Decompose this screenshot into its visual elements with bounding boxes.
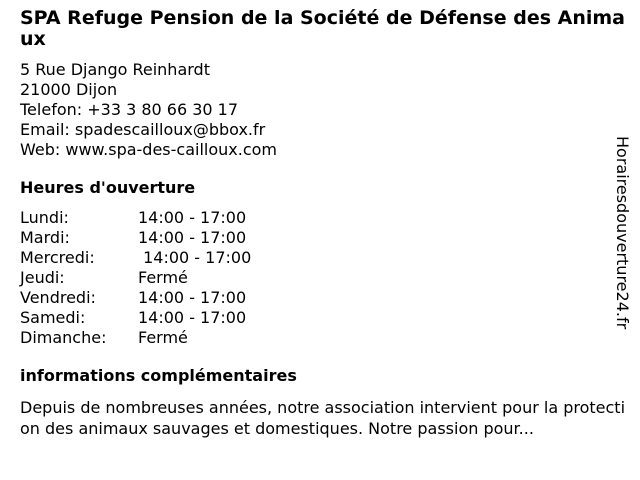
hours-row-monday <box>20 208 626 228</box>
day-label: Jeudi: <box>20 268 65 287</box>
site-watermark: Horairesdouverture24.fr <box>613 136 632 330</box>
hours-row-saturday <box>20 308 626 328</box>
email-line: Email: spadescailloux@bbox.fr <box>20 120 266 139</box>
day-label: Samedi: <box>20 308 86 327</box>
phone-line: Telefon: +33 3 80 66 30 17 <box>20 100 239 119</box>
time-value: Fermé <box>138 328 188 347</box>
time-value: 14:00 - 17:00 <box>138 208 247 227</box>
day-label: Mardi: <box>20 228 70 247</box>
hours-row-friday <box>20 288 626 308</box>
day-label: Vendredi: <box>20 288 96 307</box>
info-heading: informations complémentaires <box>20 366 297 385</box>
time-value: Fermé <box>138 268 188 287</box>
time-value: 14:00 - 17:00 <box>138 308 247 327</box>
opening-hours <box>20 208 626 348</box>
hours-heading: Heures d'ouverture <box>20 178 196 197</box>
day-label: Dimanche: <box>20 328 107 347</box>
web-line: Web: www.spa-des-cailloux.com <box>20 140 278 159</box>
hours-row-sunday <box>20 328 626 348</box>
page-title: SPA Refuge Pension de la Société de Défense des Animaux <box>20 7 626 50</box>
address-block <box>20 60 626 160</box>
hours-row-tuesday <box>20 228 626 248</box>
hours-row-thursday <box>20 268 626 288</box>
hours-row-wednesday <box>20 248 626 268</box>
day-label: Lundi: <box>20 208 69 227</box>
time-value: 14:00 - 17:00 <box>138 288 247 307</box>
day-label: Mercredi: <box>20 248 95 267</box>
info-description: Depuis de nombreuses années, notre association intervient pour la protection des animaux sauvages et domestiques. Notre passion pour... <box>20 398 626 438</box>
time-value: 14:00 - 17:00 <box>138 248 252 267</box>
street-address: 5 Rue Django Reinhardt <box>20 60 210 79</box>
time-value: 14:00 - 17:00 <box>138 228 247 247</box>
business-card <box>20 8 626 439</box>
city-line: 21000 Dijon <box>20 80 118 99</box>
